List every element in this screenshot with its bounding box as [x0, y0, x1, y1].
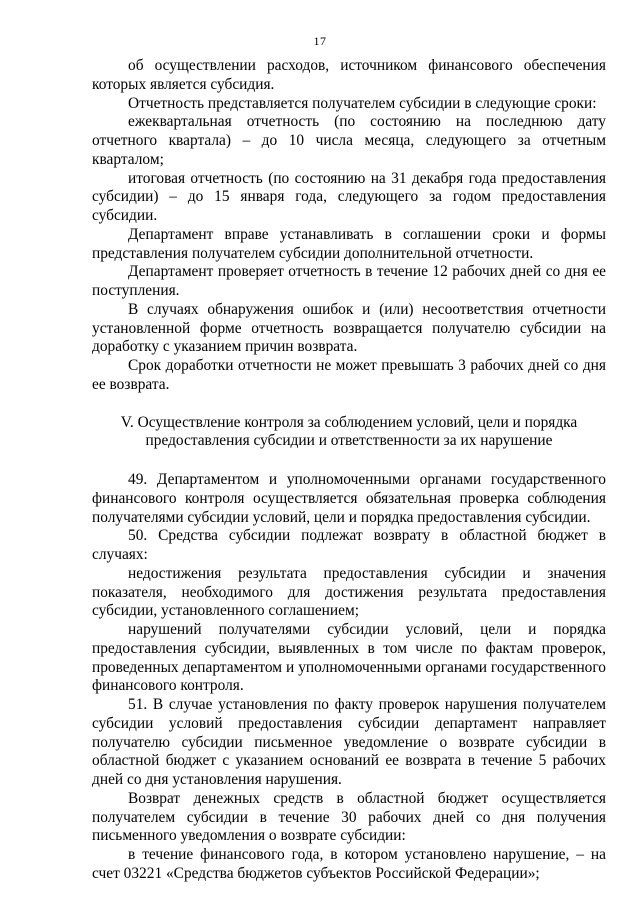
document-body	[92, 57, 606, 884]
paragraph: Возврат денежных средств в областной бюджет осуществляется получателем субсидии в течение 30 рабочих дней со дня получения письменного уведомления о возврате субсидии:	[92, 789, 606, 845]
paragraph: недостижения результата предоставления субсидии и значения показателя, необходимого для достижения результата предоставления субсидии, установленного соглашением;	[92, 564, 606, 620]
paragraph: нарушений получателями субсидии условий, цели и порядка предоставления субсидии, выявленных в том числе по фактам проверок, проведенных департаментом и уполномоченными органами государственного финансового контроля.	[92, 621, 606, 695]
paragraph: итоговая отчетность (по состоянию на 31 декабря года предоставления субсидии) – до 15 января года, следующего за годом предоставления субсидии.	[92, 169, 606, 224]
paragraph: Департамент вправе устанавливать в соглашении сроки и формы представления получателем субсидии дополнительной отчетности.	[92, 225, 606, 262]
paragraph: 49. Департаментом и уполномоченными органами государственного финансового контроля осуществляется обязательная проверка соблюдения получателями субсидии условий, цели и порядка предоставления субсидии.	[92, 471, 606, 526]
paragraph: ежеквартальная отчетность (по состоянию на последнюю дату отчетного квартала) – до 10 числа месяца, следующего за отчетным кварталом;	[92, 113, 606, 168]
paragraph: 50. Средства субсидии подлежат возврату в областной бюджет в случаях:	[92, 527, 606, 563]
page-number: 17	[313, 34, 327, 48]
paragraph: в течение финансового года, в котором установлено нарушение, – на счет 03221 «Средства бюджетов субъектов Российской Федерации»;	[92, 846, 606, 882]
paragraph: В случаях обнаружения ошибок и (или) несоответствия отчетности установленной форме отчетность возвращается получателю субсидии на доработку с указанием причин возврата.	[92, 300, 606, 356]
paragraph: 51. В случае установления по факту проверок нарушения получателем субсидии условий предоставления субсидии департамент направляет получателю субсидии письменное уведомление о возврате субсидии в областной бюджет с указанием оснований ее возврата в течение 5 рабочих дней со дня установления нарушения.	[92, 696, 606, 788]
paragraph: об осуществлении расходов, источником финансового обеспечения которых является субсидия.	[92, 57, 606, 93]
paragraph: Департамент проверяет отчетность в течение 12 рабочих дней со дня ее поступления.	[92, 263, 606, 299]
paragraph: Срок доработки отчетности не может превышать 3 рабочих дней со дня ее возврата.	[92, 357, 606, 393]
paragraph: Отчетность представляется получателем субсидии в следующие сроки:	[128, 94, 597, 112]
section-heading: V. Осуществление контроля за соблюдением условий, цели и порядка предоставления субсидии и ответственности за их нарушение	[120, 413, 578, 450]
